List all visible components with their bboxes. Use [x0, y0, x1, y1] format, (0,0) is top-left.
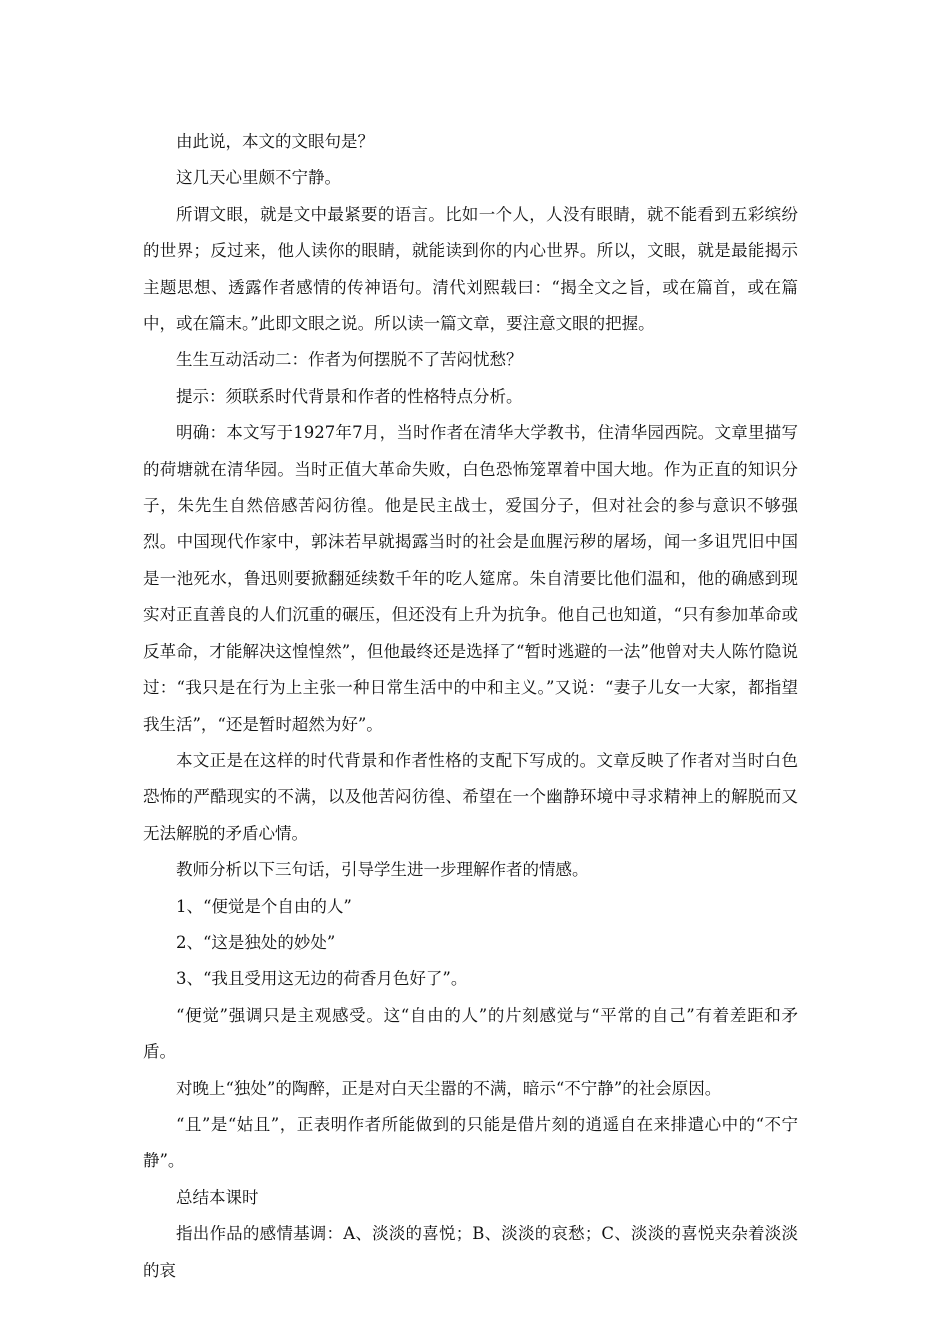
quote-item-2: 2、“这是独处的妙处”	[176, 932, 336, 952]
wenyan-explanation: 所谓文眼，就是文中最紧要的语言。比如一个人，人没有眼睛，就不能看到五彩缤纷的世界；反过来，他人读你的眼睛，就能读到你的内心世界。所以，文眼，就是最能揭示主题思想、透露作者感情的传神语句。清代刘熙载曰：“揭全文之旨，或在篇首，或在篇中，或在篇末。”此即文眼之说。所以读一篇文章，要注意文眼的把握。	[143, 204, 798, 334]
quote-item-3: 3、“我且受用这无边的荷香月色好了”。	[176, 969, 468, 989]
quote-item-1: 1、“便觉是个自由的人”	[176, 896, 352, 916]
emotional-tone-paragraph: 指出作品的感情基调：A、淡淡的喜悦；B、淡淡的哀愁；C、淡淡的喜悦夹杂着淡淡的哀	[143, 1224, 798, 1280]
analysis-qie: “且”是“姑且”，正表明作者所能做到的只能是借片刻的逍遥自在来排遣心中的“不宁静”。	[143, 1114, 798, 1171]
question-eye-sentence: 由此说，本文的文眼句是？	[176, 132, 374, 151]
teacher-analysis-intro: 教师分析以下三句话，引导学生进一步理解作者的情感。	[176, 860, 589, 880]
activity-two-question: 生生互动活动二：作者为何摆脱不了苦闷忧愁？	[176, 350, 523, 370]
document-page	[143, 124, 798, 1289]
clarification-paragraph: 明确：本文写于1927年7月，当时作者在清华大学教书，住清华园西院。文章里描写的荷塘就在清华园。当时正值大革命失败，白色恐怖笼罩着中国大地。作为正直的知识分子，朱先生自然倍感苦闷彷徨。他是民主战士，爱国分子，但对社会的参与意识不够强烈。中国现代作家中，郭沫若早就揭露当时的社会是血腥污秽的屠场，闻一多诅咒旧中国是一池死水，鲁迅则要掀翻延续数千年的吃人筵席。朱自清要比他们温和，他的确感到现实对正直善良的人们沉重的碾压，但还没有上升为抗争。他自己也知道，“只有参加革命或反革命，才能解决这惶惶然”，但他最终还是选择了“暂时逃避的一法”他曾对夫人陈竹隐说过：“我只是在行为上主张一种日常生活中的中和主义。”又说：“妻子儿女一大家，都指望我生活”，“还是暂时超然为好”。	[143, 423, 798, 734]
lesson-summary-heading: 总结本课时	[176, 1187, 259, 1207]
hint-paragraph: 提示：须联系时代背景和作者的性格特点分析。	[176, 386, 523, 406]
analysis-biangjue: “便觉”强调只是主观感受。这“自由的人”的片刻感觉与“平常的自己”有着差距和矛盾。	[143, 1005, 798, 1062]
answer-eye-sentence: 这几天心里颇不宁静。	[176, 168, 341, 188]
background-summary: 本文正是在这样的时代背景和作者性格的支配下写成的。文章反映了作者对当时白色恐怖的严酷现实的不满，以及他苦闷彷徨、希望在一个幽静环境中寻求精神上的解脱而又无法解脱的矛盾心情。	[143, 750, 798, 843]
analysis-duchu: 对晚上“独处”的陶醉，正是对白天尘嚣的不满，暗示“不宁静”的社会原因。	[176, 1078, 722, 1098]
